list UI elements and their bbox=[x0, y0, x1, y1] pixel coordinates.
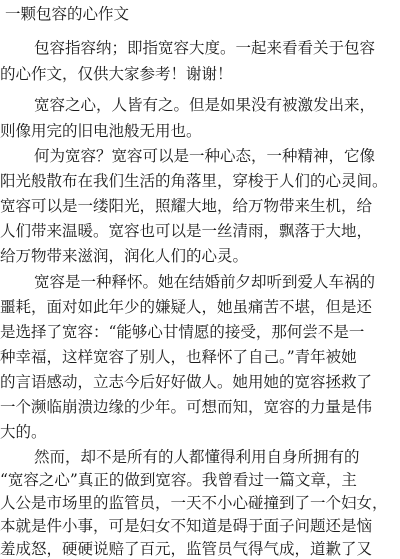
article-title: 一颗包容的心作文 bbox=[5, 5, 130, 23]
paragraph-line: 何为宽容？宽容可以是一种心态，一种精神，它像 bbox=[34, 147, 376, 165]
paragraph-line: 种幸福，这样宽容了别人，也释怀了自己。”青年被她 bbox=[0, 348, 357, 366]
paragraph-line: 大的。 bbox=[0, 423, 47, 441]
paragraph-line: 包容指容纳；即指宽容大度。一起来看看关于包容 bbox=[34, 39, 376, 57]
paragraph-line: 宽容是一种释怀。她在结婚前夕却听到爱人车祸的 bbox=[34, 273, 376, 291]
paragraph-line: 人们带来温暖。宽容也可以是一丝清雨，飘落于大地， bbox=[0, 222, 373, 240]
paragraph-line: 人公是市场里的监管员，一天不小心碰撞到了一个妇女， bbox=[0, 494, 388, 512]
paragraph-line: 是选择了宽容：“能够心甘情愿的接受，那何尝不是一 bbox=[0, 323, 365, 341]
paragraph-line: 阳光般散布在我们生活的角落里，穿梭于人们的心灵间。 bbox=[0, 172, 388, 190]
paragraph-line: 然而，却不是所有的人都懂得利用自身所拥有的 bbox=[34, 448, 360, 466]
paragraph-line: 的言语感动，立志今后好好做人。她用她的宽容拯救了 bbox=[0, 373, 373, 391]
paragraph-line: 宽容可以是一缕阳光，照耀大地，给万物带来生机，给 bbox=[0, 197, 373, 215]
paragraph-line: 本就是件小事，可是妇女不知道是碍于面子问题还是恼 bbox=[0, 517, 373, 535]
paragraph-line: 给万物带来滋润，润化人们的心灵。 bbox=[0, 247, 249, 265]
paragraph-line: 则像用完的旧电池般无用也。 bbox=[0, 122, 202, 140]
paragraph-line: 羞成怒，硬硬说赔了百元，监管员气得气成，道歉了又 bbox=[0, 540, 373, 558]
paragraph-line: 的心作文，仅供大家参考！谢谢！ bbox=[0, 65, 233, 83]
paragraph-line: 噩耗，面对如此年少的嫌疑人，她虽痛苦不堪，但是还 bbox=[0, 298, 373, 316]
paragraph-line: 宽容之心，人皆有之。但是如果没有被激发出来， bbox=[34, 96, 376, 114]
paragraph-line: 一个濒临崩溃边缘的少年。可想而知，宽容的力量是伟 bbox=[0, 398, 373, 416]
paragraph-line: “宽容之心”真正的做到宽容。我曾看过一篇文章，主 bbox=[0, 471, 357, 489]
